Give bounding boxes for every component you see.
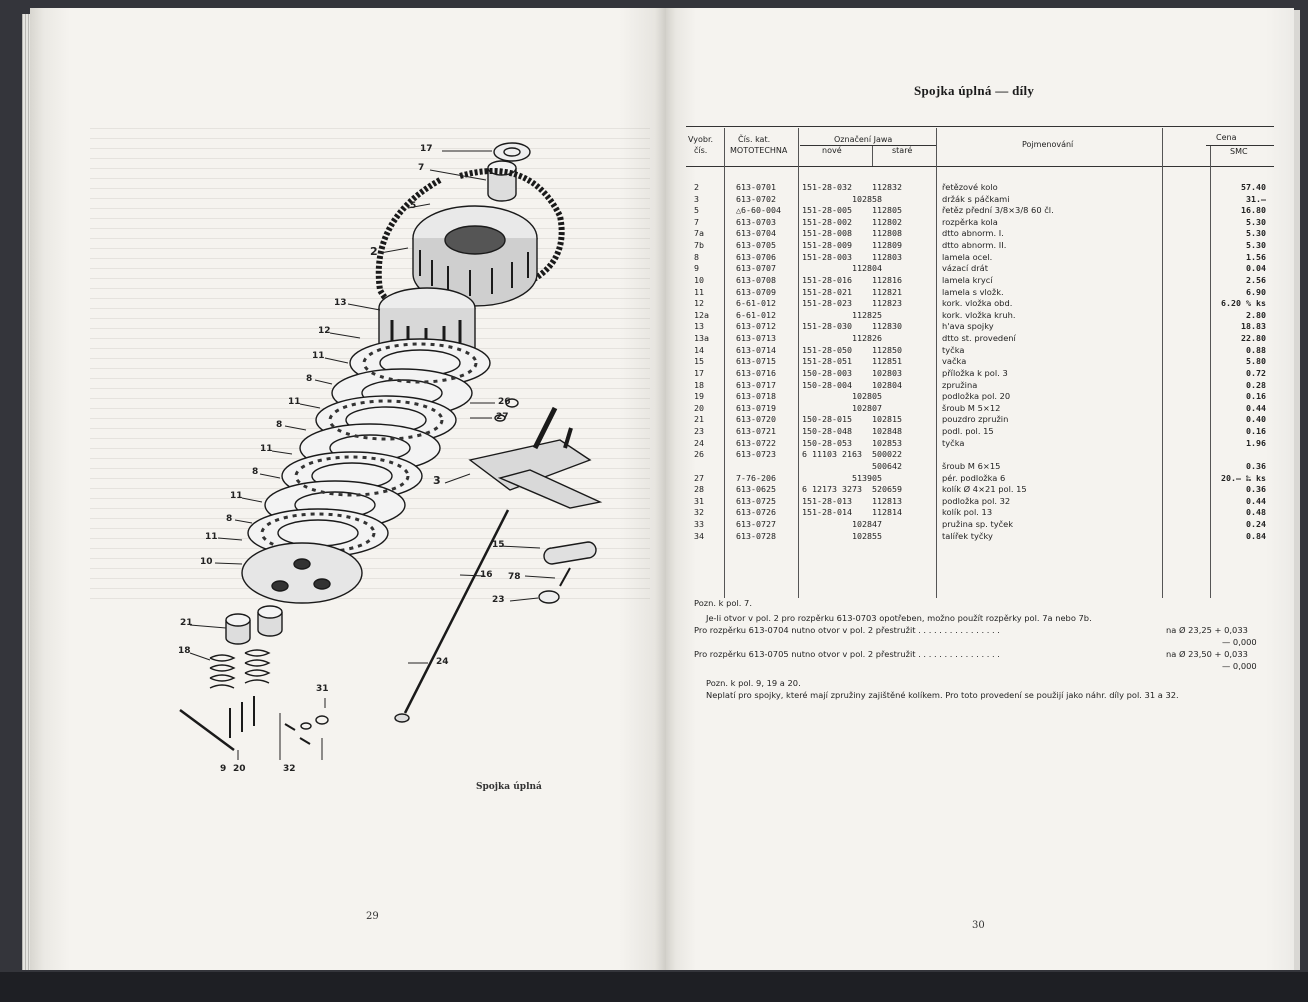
table-row	[686, 519, 1274, 531]
table-row	[686, 484, 1274, 496]
cell-jawa-stare: 102853	[872, 437, 902, 448]
note-tolerance: — 0,000	[1222, 637, 1257, 647]
page-title: Spojka úplná — díly	[914, 83, 1035, 98]
cell-cis-kat: 613-0715	[736, 356, 776, 367]
callout-label: 24	[436, 657, 449, 667]
exploded-clutch-diagram	[30, 8, 666, 970]
cell-jawa-nove: 150-28-015	[802, 414, 852, 425]
note-line: Pro rozpěrku 613-0704 nutno otvor v pol. 2 přestružit . . . . . . . . . . . . . . . .	[694, 625, 1000, 635]
cell-jawa-stare: 112826	[852, 333, 882, 344]
page-number: 30	[972, 920, 985, 931]
cell-cena: 57.40	[1241, 182, 1266, 192]
cell-cena: 22.80	[1241, 333, 1266, 344]
callout-label: 11	[205, 532, 218, 542]
table-row	[686, 321, 1274, 333]
cell-cis-kat: 613-0701	[736, 182, 776, 192]
cell-jawa-stare: 112825	[852, 309, 882, 320]
table-row	[686, 380, 1274, 392]
cell-cena: 5.30	[1246, 228, 1266, 239]
cell-vyobr: 8	[694, 251, 699, 262]
cell-cena: 0.44	[1246, 495, 1266, 506]
cell-cis-kat: 613-0716	[736, 367, 776, 378]
cell-jawa-nove: 151-28-009	[802, 240, 852, 251]
cell-pojmenovani: pružina sp. tyček	[942, 518, 1014, 529]
table-row	[686, 287, 1274, 299]
figure-caption: Spojka úplná	[476, 782, 542, 792]
callout-label: 2	[370, 245, 378, 258]
cell-pojmenovani: šroub M 6×15	[942, 460, 1001, 471]
header-mototechna: MOTOTECHNA	[730, 146, 788, 155]
callout-label: 32	[283, 764, 296, 774]
cell-jawa-stare: 112821	[872, 286, 902, 297]
cell-jawa-stare: 102815	[872, 414, 902, 425]
callout-label: 8	[276, 420, 283, 430]
part-washer-17	[494, 143, 530, 161]
table-row	[686, 461, 1274, 473]
note-line: Je-li otvor v pol. 2 pro rozpěrku 613-0703 opotřeben, možno použít rozpěrky pol. 7a nebo 7b.	[706, 613, 1092, 623]
table-row	[686, 298, 1274, 310]
header-vyobr: Vyobr.	[688, 135, 714, 144]
jawa-subrule	[800, 145, 936, 146]
cell-cena: 0.24	[1246, 518, 1266, 529]
cell-pojmenovani: tyčka	[942, 437, 965, 448]
cell-pojmenovani: řetězové kolo	[942, 182, 998, 192]
cell-jawa-nove: 151-28-021	[802, 286, 852, 297]
cell-vyobr: 19	[694, 391, 704, 402]
cell-jawa-stare: 112851	[872, 356, 902, 367]
cell-vyobr: 14	[694, 344, 704, 355]
header-pojmenovani: Pojmenování	[1022, 140, 1074, 149]
cell-cena: 0.04	[1246, 263, 1266, 274]
table-row	[686, 182, 1274, 194]
cell-cena: 18.83	[1241, 321, 1266, 332]
cell-jawa-stare: 102805	[852, 391, 882, 402]
cell-jawa-nove: 150-28-004	[802, 379, 852, 390]
callout-label: 11	[312, 351, 325, 361]
cell-cena: 0.44	[1246, 402, 1266, 413]
cell-vyobr: 27	[694, 472, 704, 483]
cell-jawa-stare: 500022	[872, 449, 902, 460]
cell-cis-kat: 613-0709	[736, 286, 776, 297]
cell-jawa-nove: 151-28-013	[802, 495, 852, 506]
cell-vyobr: 21	[694, 414, 704, 425]
callout-label: 8	[252, 467, 259, 477]
left-page	[30, 8, 666, 970]
table-row	[686, 449, 1274, 461]
note-value: na Ø 23,25 + 0,033	[1166, 625, 1248, 635]
cena-subrule	[1206, 145, 1274, 146]
cell-cis-kat: 613-0723	[736, 449, 776, 460]
cell-jawa-stare: 500642	[872, 460, 902, 471]
header-oznaceni: Označení Jawa	[834, 135, 893, 144]
note-line: Pozn. k pol. 7.	[694, 598, 752, 608]
header-stare: staré	[892, 146, 913, 155]
cell-pojmenovani: držák s páčkami	[942, 193, 1010, 204]
cell-vyobr: 9	[694, 263, 699, 274]
cell-vyobr: 7a	[694, 228, 704, 239]
cell-cis-kat: △6-60-004	[736, 205, 781, 216]
cell-cis-kat: 613-0707	[736, 263, 776, 274]
cell-cena: 1.96	[1246, 437, 1266, 448]
cell-cena: 0.72	[1246, 367, 1266, 378]
cell-cis-kat: 613-0719	[736, 402, 776, 413]
cell-cena: 16.80	[1241, 205, 1266, 216]
header-smc: SMC	[1230, 147, 1248, 156]
table-row	[686, 275, 1274, 287]
cell-jawa-nove: 150-28-003	[802, 367, 852, 378]
callout-label: 15	[492, 540, 505, 550]
cell-jawa-stare: 102807	[852, 402, 882, 413]
cell-cis-kat: 613-0712	[736, 321, 776, 332]
note-value: na Ø 23,50 + 0,033	[1166, 649, 1248, 659]
cell-jawa-stare: 102858	[852, 193, 882, 204]
part-pin-32	[285, 724, 310, 744]
header-nove: nové	[822, 146, 842, 155]
cell-vyobr: 3	[694, 193, 699, 204]
cell-cena: 6.90	[1246, 286, 1266, 297]
cell-jawa-nove: 151-28-051	[802, 356, 852, 367]
cell-jawa-stare: 112830	[872, 321, 902, 332]
cell-jawa-stare: 102804	[872, 379, 902, 390]
cell-jawa-nove: 151-28-008	[802, 228, 852, 239]
cell-vyobr: 18	[694, 379, 704, 390]
cell-cena: 31.—	[1246, 193, 1266, 204]
cell-jawa-stare: 112805	[872, 205, 902, 216]
cell-cena: 2.56	[1246, 274, 1266, 285]
cell-vyobr: 17	[694, 367, 704, 378]
table-row	[686, 438, 1274, 450]
part-spring-18b	[245, 650, 269, 683]
table-header-rule	[686, 166, 1274, 167]
table-row	[686, 240, 1274, 252]
cell-jawa-stare: 112804	[852, 263, 882, 274]
cell-cis-kat: 6-61-012	[736, 298, 776, 309]
cell-cena: 0.88	[1246, 344, 1266, 355]
cell-jawa-stare: 112802	[872, 216, 902, 227]
cell-cena: 5.30	[1246, 216, 1266, 227]
cell-vyobr: 33	[694, 518, 704, 529]
cell-cena: 0.48	[1246, 507, 1266, 518]
table-top-rule	[686, 126, 1274, 127]
cell-vyobr: 12a	[694, 309, 709, 320]
cell-cis-kat: 6-61-012	[736, 309, 776, 320]
cell-cis-kat: 613-0722	[736, 437, 776, 448]
cell-jawa-nove: 150-28-053	[802, 437, 852, 448]
cell-vyobr: 34	[694, 530, 704, 541]
scan-bottom-edge	[0, 972, 1308, 1002]
part-bolt-20	[230, 696, 254, 738]
cell-jawa-nove: 150-28-048	[802, 426, 852, 437]
cell-cis-kat: 613-0703	[736, 216, 776, 227]
col-divider	[872, 146, 873, 166]
cell-pojmenovani: h'ava spojky	[942, 321, 994, 332]
cell-pojmenovani: šroub M 5×12	[942, 402, 1001, 413]
cell-jawa-nove: 151-28-005	[802, 205, 852, 216]
cell-vyobr: 11	[694, 286, 704, 297]
callout-label: 26	[498, 397, 511, 407]
cell-cena: 0.84	[1246, 530, 1266, 541]
callout-label: 11	[288, 397, 301, 407]
cell-pojmenovani: zpružina	[942, 379, 978, 390]
part-cam-15	[544, 542, 596, 564]
book-right-edge	[1294, 10, 1300, 970]
cell-cis-kat: 613-0727	[736, 518, 776, 529]
cell-pojmenovani: tyčka	[942, 344, 965, 355]
cell-cena: 0.28	[1246, 379, 1266, 390]
cell-pojmenovani: pér. podložka 6	[942, 472, 1006, 483]
cell-jawa-nove: 151-28-014	[802, 507, 852, 518]
cell-jawa-nove: 6 12173 3273	[802, 484, 862, 495]
cell-cis-kat: 613-0702	[736, 193, 776, 204]
cell-cis-kat: 613-0705	[736, 240, 776, 251]
cell-jawa-nove: 151-28-030	[802, 321, 852, 332]
callout-label: 27	[496, 412, 509, 422]
callout-label: 20	[233, 764, 246, 774]
cell-cena: 0.36	[1246, 484, 1266, 495]
cell-cis-kat: 613-0714	[736, 344, 776, 355]
cell-pojmenovani: talířek tyčky	[942, 530, 993, 541]
table-row	[686, 333, 1274, 345]
table-row	[686, 356, 1274, 368]
cell-pojmenovani: kork. vložka obd.	[942, 298, 1013, 309]
cell-vyobr: 13a	[694, 333, 709, 344]
cell-cis-kat: 613-0720	[736, 414, 776, 425]
cell-vyobr: 2	[694, 182, 699, 192]
cell-vyobr: 15	[694, 356, 704, 367]
table-row	[686, 194, 1274, 206]
callout-label: 78	[508, 572, 521, 582]
callout-label: 9	[220, 764, 227, 774]
cell-cena: 0.16	[1246, 426, 1266, 437]
callout-label: 16	[480, 570, 493, 580]
cell-jawa-stare: 112816	[872, 274, 902, 285]
cell-pojmenovani: vačka	[942, 356, 967, 367]
callout-label: 13	[334, 298, 347, 308]
cell-pojmenovani: příložka k pol. 3	[942, 367, 1008, 378]
cell-pojmenovani: lamela krycí	[942, 274, 993, 285]
callout-label: 17	[420, 144, 433, 154]
cell-cena: 20.— ‰ ks	[1221, 472, 1266, 483]
table-row	[686, 263, 1274, 275]
part-washer-31	[316, 716, 328, 724]
cell-pojmenovani: dtto abnorm. II.	[942, 240, 1007, 251]
table-row	[686, 217, 1274, 229]
callout-label: 7	[418, 163, 425, 173]
table-row	[686, 391, 1274, 403]
cell-jawa-nove: 151-28-003	[802, 251, 852, 262]
table-row	[686, 310, 1274, 322]
header-cis: čís.	[694, 146, 708, 155]
cell-vyobr: 7	[694, 216, 699, 227]
cell-jawa-nove: 6 11103 2163	[802, 449, 862, 460]
table-row	[686, 507, 1274, 519]
cell-jawa-stare: 112809	[872, 240, 902, 251]
note-tolerance: — 0,000	[1222, 661, 1257, 671]
cell-pojmenovani: podložka pol. 32	[942, 495, 1011, 506]
page-number: 29	[366, 911, 379, 922]
cell-pojmenovani: vázací drát	[942, 263, 988, 274]
table-row	[686, 473, 1274, 485]
cell-cis-kat: 613-0713	[736, 333, 776, 344]
cell-vyobr: 23	[694, 426, 704, 437]
cell-pojmenovani: kork. vložka kruh.	[942, 309, 1016, 320]
cell-jawa-stare: 102848	[872, 426, 902, 437]
cell-jawa-stare: 112823	[872, 298, 902, 309]
cell-pojmenovani: podl. pol. 15	[942, 426, 994, 437]
cell-jawa-stare: 102855	[852, 530, 882, 541]
cell-jawa-stare: 112813	[872, 495, 902, 506]
cell-vyobr: 10	[694, 274, 704, 285]
callout-label: 8	[226, 514, 233, 524]
cell-jawa-nove: 151-28-032	[802, 182, 852, 192]
cell-cis-kat: 613-0708	[736, 274, 776, 285]
cell-pojmenovani: pouzdro zpružin	[942, 414, 1009, 425]
cell-cis-kat: 613-0706	[736, 251, 776, 262]
part-plate-stack	[248, 339, 490, 557]
table-row	[686, 228, 1274, 240]
note-line: Pro rozpěrku 613-0705 nutno otvor v pol. 2 přestružit . . . . . . . . . . . . . . . .	[694, 649, 1000, 659]
cell-pojmenovani: podložka pol. 20	[942, 391, 1011, 402]
cell-cis-kat: 613-0704	[736, 228, 776, 239]
cell-vyobr: 7b	[694, 240, 704, 251]
cell-pojmenovani: lamela s vložk.	[942, 286, 1004, 297]
callout-label: 31	[316, 684, 329, 694]
cell-jawa-nove: 151-28-023	[802, 298, 852, 309]
callout-label: 23	[492, 595, 505, 605]
header-cis-kat: Čís. kat.	[738, 135, 771, 144]
callout-label: 11	[230, 491, 243, 501]
cell-jawa-stare: 112832	[872, 182, 902, 192]
note-line: Neplatí pro spojky, které mají zpružiny zajištěné kolíkem. Pro toto provedení se použijí jako náhr. díly pol. 31 a 32.	[706, 690, 1179, 700]
cell-cis-kat: 613-0721	[736, 426, 776, 437]
callout-label: 21	[180, 618, 193, 628]
cell-jawa-stare: 112814	[872, 507, 902, 518]
cell-jawa-nove: 151-28-016	[802, 274, 852, 285]
table-row	[686, 496, 1274, 508]
cell-vyobr: 12	[694, 298, 704, 309]
table-row	[686, 414, 1274, 426]
callout-label: 12	[318, 326, 331, 336]
cell-jawa-nove: 151-28-002	[802, 216, 852, 227]
cell-jawa-stare: 112803	[872, 251, 902, 262]
table-row	[686, 252, 1274, 264]
part-pressure-plate-10	[242, 543, 362, 603]
part-wire-9	[180, 710, 234, 750]
callout-label: 8	[306, 374, 313, 384]
cell-cis-kat: 613-0625	[736, 484, 776, 495]
part-washer-23	[539, 591, 559, 603]
cell-cena: 5.30	[1246, 240, 1266, 251]
table-row	[686, 531, 1274, 543]
cell-pojmenovani: řetěz přední 3/8×3/8 60 čl.	[942, 205, 1054, 216]
cell-jawa-stare: 102847	[852, 518, 882, 529]
cell-cis-kat: 613-0728	[736, 530, 776, 541]
callout-label: 11	[260, 444, 273, 454]
cell-vyobr: 26	[694, 449, 704, 460]
cell-cena: 0.40	[1246, 414, 1266, 425]
cell-jawa-stare: 112808	[872, 228, 902, 239]
cell-cis-kat: 613-0718	[736, 391, 776, 402]
callout-label: 10	[200, 557, 213, 567]
cell-cena: 0.16	[1246, 391, 1266, 402]
table-row	[686, 426, 1274, 438]
cell-jawa-stare: 102803	[872, 367, 902, 378]
cell-cena: 5.80	[1246, 356, 1266, 367]
cell-pojmenovani: kolík pol. 13	[942, 507, 993, 518]
callout-label: 3	[433, 474, 441, 487]
cell-cis-kat: 7-76-206	[736, 472, 776, 483]
callout-label: 5	[410, 201, 417, 211]
cell-pojmenovani: dtto st. provedení	[942, 333, 1016, 344]
table-row	[686, 368, 1274, 380]
cell-cis-kat: 613-0717	[736, 379, 776, 390]
cell-cis-kat: 613-0725	[736, 495, 776, 506]
cell-vyobr: 28	[694, 484, 704, 495]
cell-vyobr: 20	[694, 402, 704, 413]
part-lever-holder-3	[470, 408, 600, 508]
table-row	[686, 345, 1274, 357]
cell-jawa-stare: 112850	[872, 344, 902, 355]
callout-label: 18	[178, 646, 191, 656]
part-spring-18a	[210, 655, 234, 688]
header-cena: Cena	[1216, 133, 1237, 142]
table-row	[686, 205, 1274, 217]
cell-jawa-stare: 513905	[852, 472, 882, 483]
cell-cis-kat: 613-0726	[736, 507, 776, 518]
table-row	[686, 403, 1274, 415]
note-line: Pozn. k pol. 9, 19 a 20.	[706, 678, 801, 688]
cell-vyobr: 31	[694, 495, 704, 506]
cell-pojmenovani: dtto abnorm. I.	[942, 228, 1004, 239]
cell-vyobr: 24	[694, 437, 704, 448]
right-page	[666, 8, 1294, 970]
cell-jawa-nove: 151-28-050	[802, 344, 852, 355]
cell-pojmenovani: lamela ocel.	[942, 251, 993, 262]
cell-vyobr: 32	[694, 507, 704, 518]
cell-cena: 0.36	[1246, 460, 1266, 471]
cell-cena: 6.20 % ks	[1221, 298, 1266, 309]
cell-vyobr: 5	[694, 205, 699, 216]
cell-vyobr: 13	[694, 321, 704, 332]
cell-cena: 1.56	[1246, 251, 1266, 262]
cell-cena: 2.80	[1246, 309, 1266, 320]
cell-pojmenovani: rozpěrka kola	[942, 216, 998, 227]
cell-jawa-stare: 520659	[872, 484, 902, 495]
cell-pojmenovani: kolík Ø 4×21 pol. 15	[942, 484, 1027, 495]
